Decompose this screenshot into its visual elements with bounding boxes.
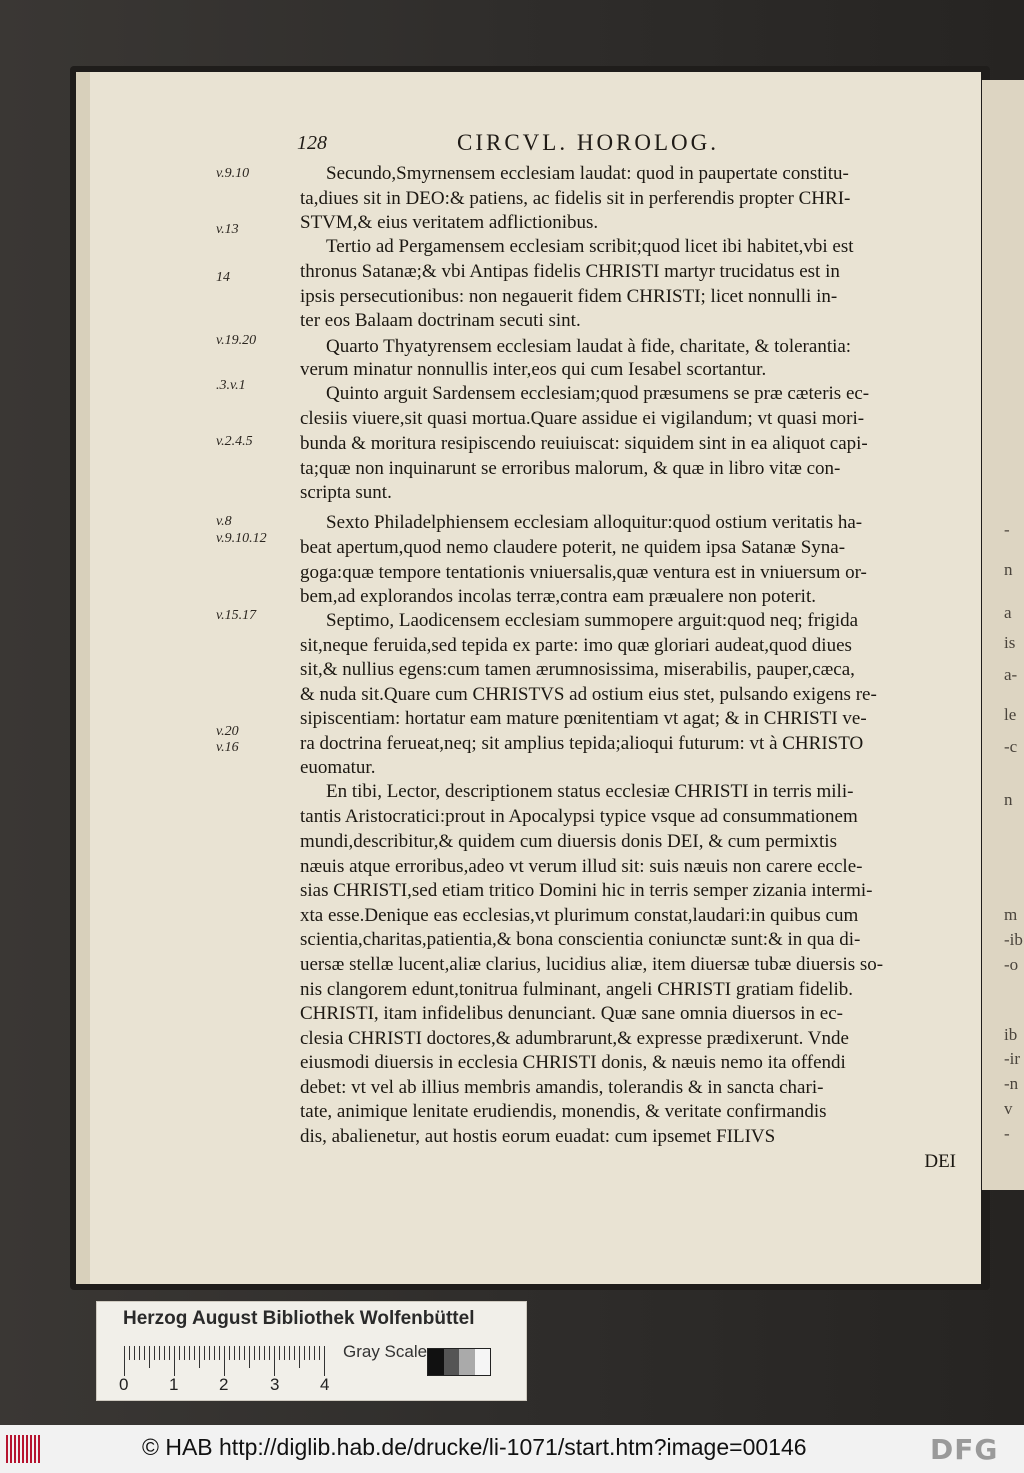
dfg-logo: DFG <box>930 1433 999 1466</box>
text-line: ta,diues sit in DEO:& patiens, ac fidelis sit in perferendis propter CHRI- <box>300 188 851 209</box>
margin-note: v.2.4.5 <box>216 434 253 449</box>
ruler-tick <box>284 1346 285 1360</box>
margin-note: v.20 <box>216 724 239 739</box>
text-line: scripta sunt. <box>300 482 392 503</box>
facing-page-fragment: -ib <box>1004 930 1023 949</box>
facing-page-fragment: - <box>1004 1124 1010 1143</box>
text-line: verum minatur nonnullis inter,eos qui cum Iesabel scortantur. <box>300 359 767 380</box>
text-line: sit,neque feruida,sed tepida ex parte: imo quæ gloriari audeat,quod diues <box>300 635 852 656</box>
facing-page-fragment: n <box>1004 560 1013 579</box>
ruler-tick <box>274 1346 275 1376</box>
text-line: clesia CHRISTI doctores,& adumbrarunt,& expresse prædixerunt. Vnde <box>300 1028 849 1049</box>
ruler-number: 2 <box>219 1375 229 1394</box>
ruler-tick <box>184 1346 185 1360</box>
facing-page-fragment: m <box>1004 905 1018 924</box>
ruler-tick <box>169 1346 170 1360</box>
margin-note: v.9.10.12 <box>216 531 267 546</box>
ruler-tick <box>299 1346 300 1368</box>
ruler-number: 0 <box>119 1375 129 1394</box>
facing-page-fragment: ib <box>1004 1025 1018 1044</box>
ruler-tick <box>324 1346 325 1376</box>
ruler-tick <box>129 1346 130 1360</box>
margin-note: v.8 <box>216 514 232 529</box>
running-title: CIRCVL. HOROLOG. <box>457 130 720 155</box>
text-line: goga:quæ tempore tentationis vniuersalis,quæ ventura est in vniuersum or- <box>300 562 867 583</box>
ruler-tick <box>309 1346 310 1360</box>
ruler-tick <box>304 1346 305 1360</box>
text-line: STVM,& eius veritatem adflictionibus. <box>300 212 599 233</box>
ruler-number: 1 <box>169 1375 179 1394</box>
text-line: nis clangorem edunt,tonitrua fulminant, angeli CHRISTI gratiam fidelib. <box>300 979 853 1000</box>
margin-note: v.15.17 <box>216 608 257 623</box>
facing-page-fragment: a- <box>1004 665 1018 684</box>
text-line: tate, animique lenitate erudiendis, monendis, & veritate confirmandis <box>300 1101 827 1122</box>
facing-page-fragment: le <box>1004 705 1017 724</box>
text-line: ipsis persecutionibus: non negauerit fidem CHRISTI; licet nonnulli in- <box>300 286 838 307</box>
text-line: & nuda sit.Quare cum CHRISTVS ad ostium eius stet, pulsando exigens re- <box>300 684 877 705</box>
text-line: Secundo,Smyrnensem ecclesiam laudat: quod in paupertate constitu- <box>326 163 849 184</box>
margin-note: v.16 <box>216 740 239 755</box>
ruler-number: 4 <box>320 1375 330 1394</box>
text-line: eiusmodi diuersis in ecclesia CHRISTI donis, & næuis nemo ita offendi <box>300 1052 846 1073</box>
text-line: thronus Satanæ;& vbi Antipas fidelis CHRISTI martyr trucidatus est in <box>300 261 840 282</box>
text-line: sit,& nullius egens:cum tamen ærumnosissima, miserabilis, pauper,cæca, <box>300 659 855 680</box>
text-line: CHRISTI, itam infidelibus denunciant. Quæ sane omnia diuersos in ec- <box>300 1003 843 1024</box>
ruler-tick <box>289 1346 290 1360</box>
gray-swatch <box>475 1349 491 1375</box>
text-line: scientia,charitas,patientia,& bona conscientia coniunctæ sunt:& in qua di- <box>300 929 861 950</box>
text-line: dis, abalienetur, aut hostis eorum euadat: cum ipsemet FILIVS <box>300 1126 776 1147</box>
ruler-tick <box>264 1346 265 1360</box>
text-line: ter eos Balaam doctrinam secuti sint. <box>300 310 581 331</box>
text-line: ta;quæ non inquinarunt se erroribus malorum, & quæ in libro vitæ con- <box>300 458 841 479</box>
ruler-tick <box>174 1346 175 1376</box>
text-line: sias CHRISTI,sed etiam tritico Domini hic in terris semper zizania intermi- <box>300 880 873 901</box>
scale-ruler <box>124 1346 329 1376</box>
ruler-tick <box>179 1346 180 1360</box>
ruler-tick <box>149 1346 150 1368</box>
gray-swatch <box>428 1349 444 1375</box>
ruler-tick <box>254 1346 255 1360</box>
hab-logo-icon <box>6 1435 42 1463</box>
ruler-tick <box>154 1346 155 1360</box>
text-line: Sexto Philadelphiensem ecclesiam alloquitur:quod ostium veritatis ha- <box>326 512 863 533</box>
ruler-tick <box>234 1346 235 1360</box>
text-line: En tibi, Lector, descriptionem status ecclesiæ CHRISTI in terris mili- <box>326 781 854 802</box>
ruler-tick <box>159 1346 160 1360</box>
ruler-tick <box>164 1346 165 1360</box>
catchword: DEI <box>924 1151 956 1172</box>
footer-bar <box>0 1425 1024 1473</box>
ruler-tick <box>199 1346 200 1368</box>
text-line: xta esse.Denique eas ecclesias,vt plurimum constat,laudari:in quibus cum <box>300 905 859 926</box>
gray-scale-bar <box>427 1348 491 1376</box>
ruler-tick <box>259 1346 260 1360</box>
ruler-tick <box>124 1346 125 1376</box>
ruler-tick <box>314 1346 315 1360</box>
text-line: mundi,describitur,& quidem cum diuersis donis DEI, & cum permixtis <box>300 831 837 852</box>
ruler-tick <box>224 1346 225 1376</box>
text-line: tantis Aristocratici:prout in Apocalypsi typice vsque ad consummationem <box>300 806 858 827</box>
ruler-tick <box>249 1346 250 1368</box>
ruler-numbers <box>119 1375 339 1397</box>
running-head <box>297 130 967 156</box>
ruler-tick <box>204 1346 205 1360</box>
text-line: ra doctrina ferueat,neq; sit amplius tepida;alioqui futurum: vt à CHRISTO <box>300 733 864 754</box>
text-line: Quarto Thyatyrensem ecclesiam laudat à fide, charitate, & tolerantia: <box>326 336 852 357</box>
facing-page-fragment: n <box>1004 790 1013 809</box>
library-reference-card <box>96 1301 527 1401</box>
margin-note: v.19.20 <box>216 333 257 348</box>
text-line: Tertio ad Pergamensem ecclesiam scribit;quod licet ibi habitet,vbi est <box>326 236 854 257</box>
ruler-tick <box>269 1346 270 1360</box>
facing-page-fragment: -ir <box>1004 1049 1021 1068</box>
ruler-number: 3 <box>270 1375 280 1394</box>
ruler-tick <box>209 1346 210 1360</box>
text-line: uersæ stellæ lucent,aliæ clarius, lucidius aliæ, item diuersæ tubæ diuersis so- <box>300 954 884 975</box>
ruler-tick <box>194 1346 195 1360</box>
ruler-tick <box>294 1346 295 1360</box>
facing-page-fragment: a <box>1004 603 1012 622</box>
facing-page-fragment: is <box>1004 633 1016 652</box>
margin-note: v.13 <box>216 222 239 237</box>
ruler-tick <box>214 1346 215 1360</box>
ruler-tick <box>134 1346 135 1360</box>
text-line: euomatur. <box>300 757 376 778</box>
ruler-tick <box>279 1346 280 1360</box>
text-line: debet: vt vel ab illius membris amandis, tolerandis & in sancta chari- <box>300 1077 824 1098</box>
facing-page-fragment: -o <box>1004 955 1019 974</box>
gray-scale-label: Gray Scale <box>343 1342 428 1361</box>
ruler-tick <box>219 1346 220 1360</box>
text-line: næuis atque erroribus,adeo vt verum illud sit: suis næuis non carere eccle- <box>300 856 863 877</box>
text-line: sipiscentiam: hortatur eam mature pœnitentiam vt agat; & in CHRISTI ve- <box>300 708 867 729</box>
text-line: bunda & moritura resipiscendo reuiuiscat: siquidem sint in ea aliquot capi- <box>300 433 868 454</box>
ruler-tick <box>319 1346 320 1360</box>
ruler-tick <box>144 1346 145 1360</box>
ruler-tick <box>244 1346 245 1360</box>
gray-swatch <box>459 1349 475 1375</box>
text-line: beat apertum,quod nemo claudere poterit, ne quidem ipsa Satanæ Syna- <box>300 537 846 558</box>
footer-copyright-link[interactable]: © HAB http://diglib.hab.de/drucke/li-1071/start.htm?image=00146 <box>142 1434 807 1460</box>
text-line: clesiis viuere,sit quasi mortua.Quare assidue ei vigilandum; vt quasi mori- <box>300 408 865 429</box>
facing-page-fragment: -n <box>1004 1074 1019 1093</box>
page-number: 128 <box>297 132 327 154</box>
margin-note: 14 <box>216 270 230 285</box>
text-line: Septimo, Laodicensem ecclesiam summopere arguit:quod neq; frigida <box>326 610 859 631</box>
ruler-tick <box>239 1346 240 1360</box>
margin-note: v.9.10 <box>216 166 250 181</box>
ruler-tick <box>139 1346 140 1360</box>
facing-page-fragment: v <box>1004 1099 1013 1118</box>
facing-page-fragment: -c <box>1004 737 1018 756</box>
ruler-tick <box>189 1346 190 1360</box>
text-line: Quinto arguit Sardensem ecclesiam;quod præsumens se præ cæteris ec- <box>326 383 870 404</box>
facing-page-fragment: - <box>1004 520 1010 539</box>
gray-swatch <box>444 1349 460 1375</box>
library-name: Herzog August Bibliothek Wolfenbüttel <box>123 1308 475 1329</box>
margin-note: .3.v.1 <box>216 378 246 393</box>
ruler-tick <box>229 1346 230 1360</box>
text-line: bem,ad explorandos incolas terræ,contra eam præualere non poterit. <box>300 586 816 607</box>
